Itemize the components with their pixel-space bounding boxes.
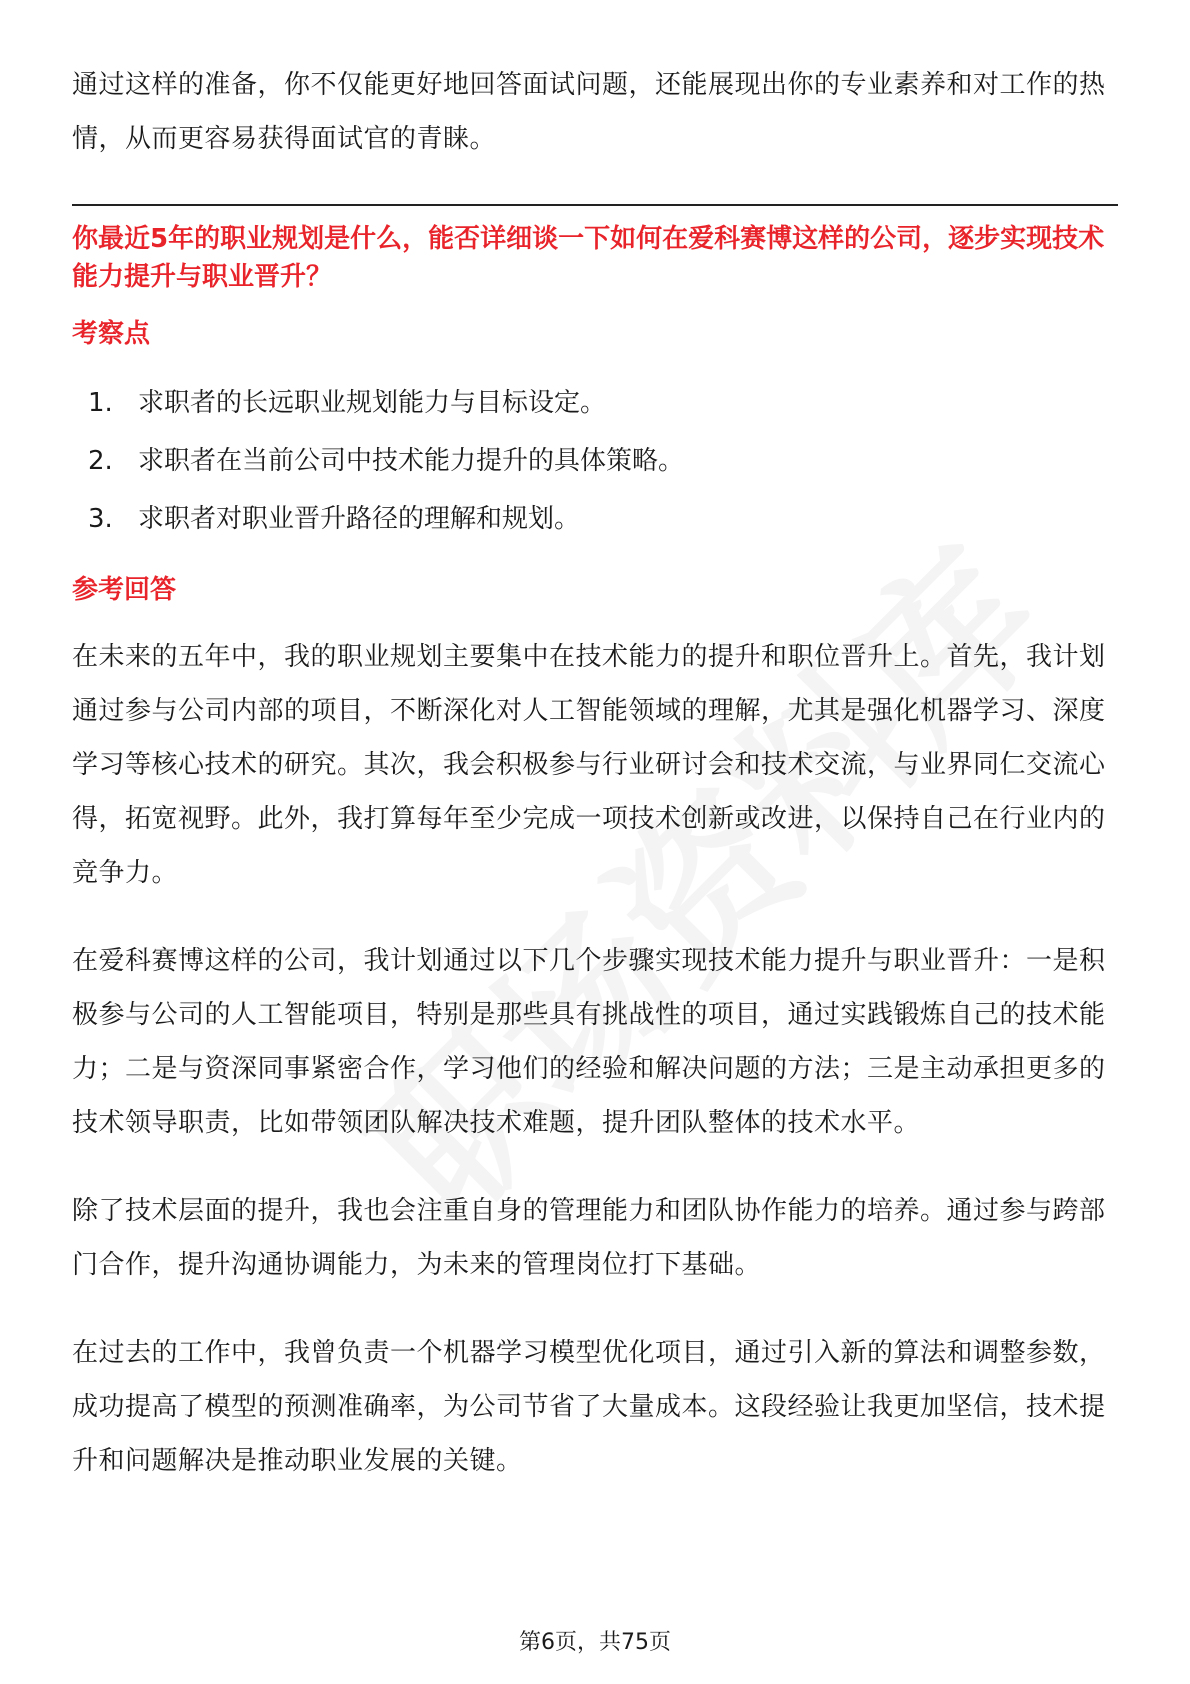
points-title: 考察点 xyxy=(72,319,151,349)
section-divider xyxy=(72,204,1118,206)
answer-body xyxy=(72,630,1118,1488)
answer-paragraph: 在过去的工作中，我曾负责一个机器学习模型优化项目，通过引入新的算法和调整参数，成功提高了模型的预测准确率，为公司节省了大量成本。这段经验让我更加坚信，技术提升和问题解决是推动职业发展的关键。 xyxy=(72,1338,1106,1476)
list-item-text: 求职者对职业晋升路径的理解和规划。 xyxy=(138,504,581,534)
answer-paragraph: 在未来的五年中，我的职业规划主要集中在技术能力的提升和职位晋升上。首先，我计划通过参与公司内部的项目，不断深化对人工智能领域的理解，尤其是强化机器学习、深度学习等核心技术的研究。其次，我会积极参与行业研讨会和技术交流，与业界同仁交流心得，拓宽视野。此外，我打算每年至少完成一项技术创新或改进，以保持自己在行业内的竞争力。 xyxy=(72,642,1106,888)
answer-title: 参考回答 xyxy=(72,575,177,605)
list-item-text: 求职者在当前公司中技术能力提升的具体策略。 xyxy=(138,446,685,476)
list-item xyxy=(72,490,1118,548)
question-heading: 你最近5年的职业规划是什么，能否详细谈一下如何在爱科赛博这样的公司，逐步实现技术能力提升与职业晋升？ xyxy=(72,224,1105,292)
points-list xyxy=(72,374,1118,548)
page-content xyxy=(72,58,1118,1488)
list-item xyxy=(72,432,1118,490)
page-number-footer: 第6页，共75页 xyxy=(519,1630,671,1655)
list-item-number: 3. xyxy=(88,504,113,534)
list-item-number: 2. xyxy=(88,446,113,476)
answer-paragraph: 除了技术层面的提升，我也会注重自身的管理能力和团队协作能力的培养。通过参与跨部门合作，提升沟通协调能力，为未来的管理岗位打下基础。 xyxy=(72,1196,1106,1280)
list-item xyxy=(72,374,1118,432)
list-item-number: 1. xyxy=(88,388,113,418)
answer-paragraph: 在爱科赛博这样的公司，我计划通过以下几个步骤实现技术能力提升与职业晋升：一是积极参与公司的人工智能项目，特别是那些具有挑战性的项目，通过实践锻炼自己的技术能力；二是与资深同事紧密合作，学习他们的经验和解决问题的方法；三是主动承担更多的技术领导职责，比如带领团队解决技术难题，提升团队整体的技术水平。 xyxy=(72,946,1106,1138)
intro-paragraph: 通过这样的准备，你不仅能更好地回答面试问题，还能展现出你的专业素养和对工作的热情，从而更容易获得面试官的青睐。 xyxy=(72,70,1106,154)
list-item-text: 求职者的长远职业规划能力与目标设定。 xyxy=(138,388,607,418)
